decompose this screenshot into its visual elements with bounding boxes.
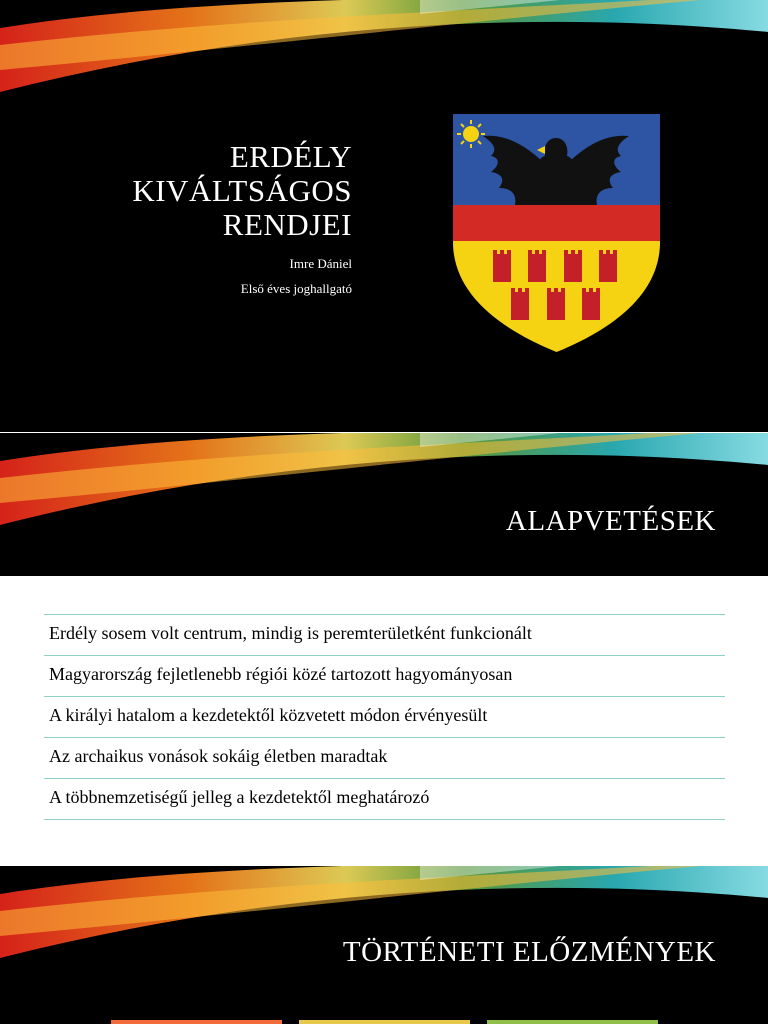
title-line: ERDÉLY: [229, 139, 352, 174]
accent-bar: [487, 1020, 658, 1024]
accent-bar: [299, 1020, 470, 1024]
accent-bar: [111, 1020, 282, 1024]
section-slide-alapvetesek: [0, 433, 768, 576]
content-slide-list: [0, 577, 768, 865]
list-item: Erdély sosem volt centrum, mindig is peremterületként funkcionált: [44, 615, 725, 656]
presentation-subtitle: [241, 251, 352, 301]
section-title: TÖRTÉNETI ELŐZMÉNYEK: [342, 936, 716, 968]
decorative-swoosh: [0, 0, 768, 110]
list-item: Az archaikus vonások sokáig életben maradtak: [44, 738, 725, 779]
section-slide-torteneti: [0, 866, 768, 1024]
statement-list: [44, 614, 725, 820]
title-line: RENDJEI: [222, 207, 352, 242]
title-slide: [0, 0, 768, 432]
author-role: Első éves joghallgató: [240, 281, 352, 296]
list-item: A királyi hatalom a kezdetektől közvetett módon érvényesült: [44, 697, 725, 738]
list-item: A többnemzetiségű jelleg a kezdetektől meghatározó: [44, 779, 725, 820]
list-item: Magyarország fejletlenebb régiói közé tartozott hagyományosan: [44, 656, 725, 697]
author-name: Imre Dániel: [289, 256, 352, 271]
transylvania-coat-of-arms-icon: [453, 114, 660, 352]
section-title: ALAPVETÉSEK: [505, 505, 716, 537]
presentation-title: [132, 140, 352, 242]
title-line: KIVÁLTSÁGOS: [132, 173, 352, 208]
